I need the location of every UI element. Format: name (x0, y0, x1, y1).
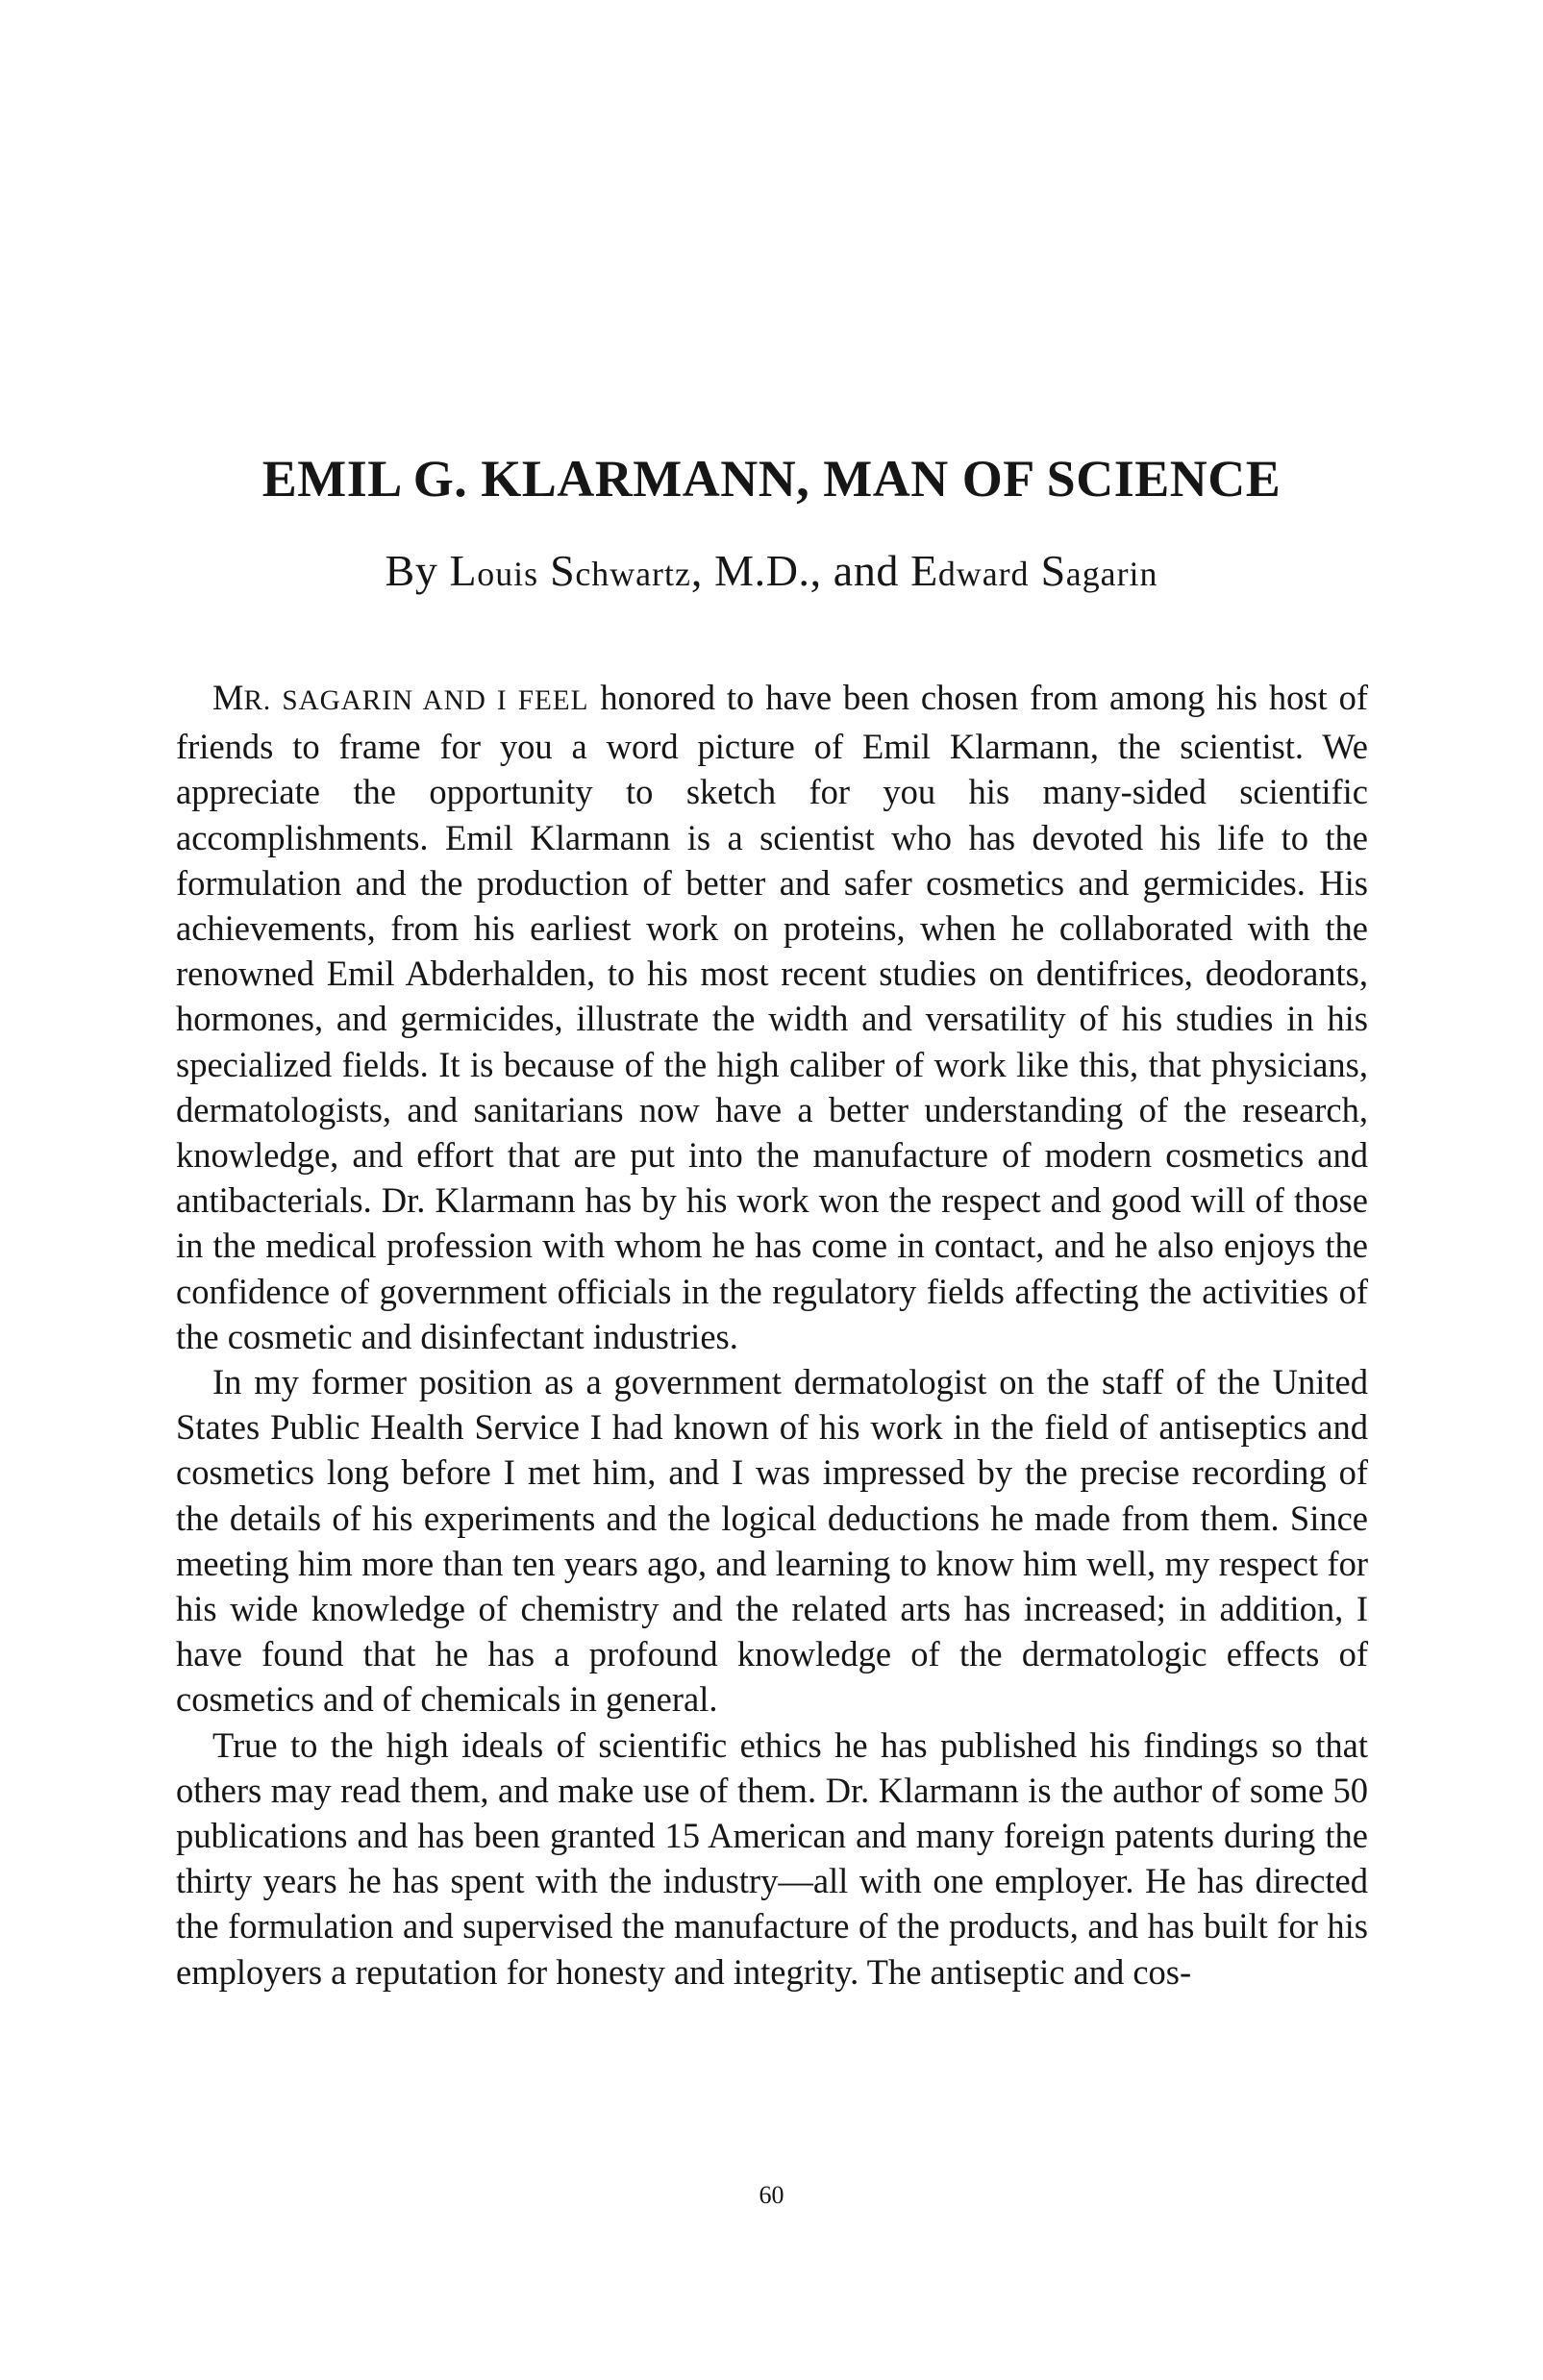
author-schwartz: Louis Schwartz (449, 546, 691, 595)
byline-by: By (385, 546, 438, 595)
page-number: 60 (759, 2181, 784, 2209)
lead-in: MR. SAGARIN AND I FEEL (212, 678, 589, 717)
byline-suffix: , M.D., and (690, 546, 900, 595)
paragraph-2: In my former position as a government dermatologist on the staff of the United States Public Health Service I had known of his work in the field of antiseptics and cosmetics long before I met him, and I was impressed by the precise recording of the details of his experiments and the logical deductions he made from them. Since meeting him more than ten years ago, and learning to know him well, my respect for his wide knowledge of chemistry and the related arts has increased; in addition, I have found that he has a profound knowledge of the dermatologic effects of cosmetics and of chemicals in general. (176, 1362, 1368, 1720)
article-body (176, 675, 1368, 1995)
paragraph-1-text: honored to have been chosen from among his host of friends to frame for you a word picture of Emil Klarmann, the scientist. We appreciate the opportunity to sketch for you his many-sided scientific accomplishments. Emil Klarmann is a scientist who has devoted his life to the formulation and the production of better and safer cosmetics and germicides. His achievements, from his earliest work on proteins, when he collaborated with the renowned Emil Abderhalden, to his most recent studies on dentifrices, deodorants, hormones, and germicides, illustrate the width and versatility of his studies in his specialized fields. It is because of the high caliber of work like this, that physicians, dermatologists, and sanitarians now have a better understanding of the research, knowledge, and effort that are put into the manufacture of modern cosmetics and antibacterials. Dr. Klarmann has by his work won the respect and good will of those in the medical profession with whom he has come in contact, and he also enjoys the confidence of government officials in the regulatory fields affecting the activities of the cosmetic and disinfectant industries. (176, 678, 1369, 1356)
lead-in-smallcaps: R. SAGARIN AND I FEEL (243, 685, 589, 716)
paragraph-3: True to the high ideals of scientific ethics he has published his findings so that others may read them, and make use of them. Dr. Klarmann is the author of some 50 publications and has been granted 15 American and many foreign patents during the thirty years he has spent with the industry—all with one employer. He has directed the formulation and supervised the manufacture of the products, and has built for his employers a reputation for honesty and integrity. The antiseptic and cos- (176, 1724, 1368, 1992)
paragraph-1 (176, 675, 1368, 1359)
article-title: EMIL G. KLARMANN, MAN OF SCIENCE (261, 450, 1282, 508)
article-byline (173, 544, 1370, 601)
author-sagarin: Edward Sagarin (910, 546, 1158, 595)
